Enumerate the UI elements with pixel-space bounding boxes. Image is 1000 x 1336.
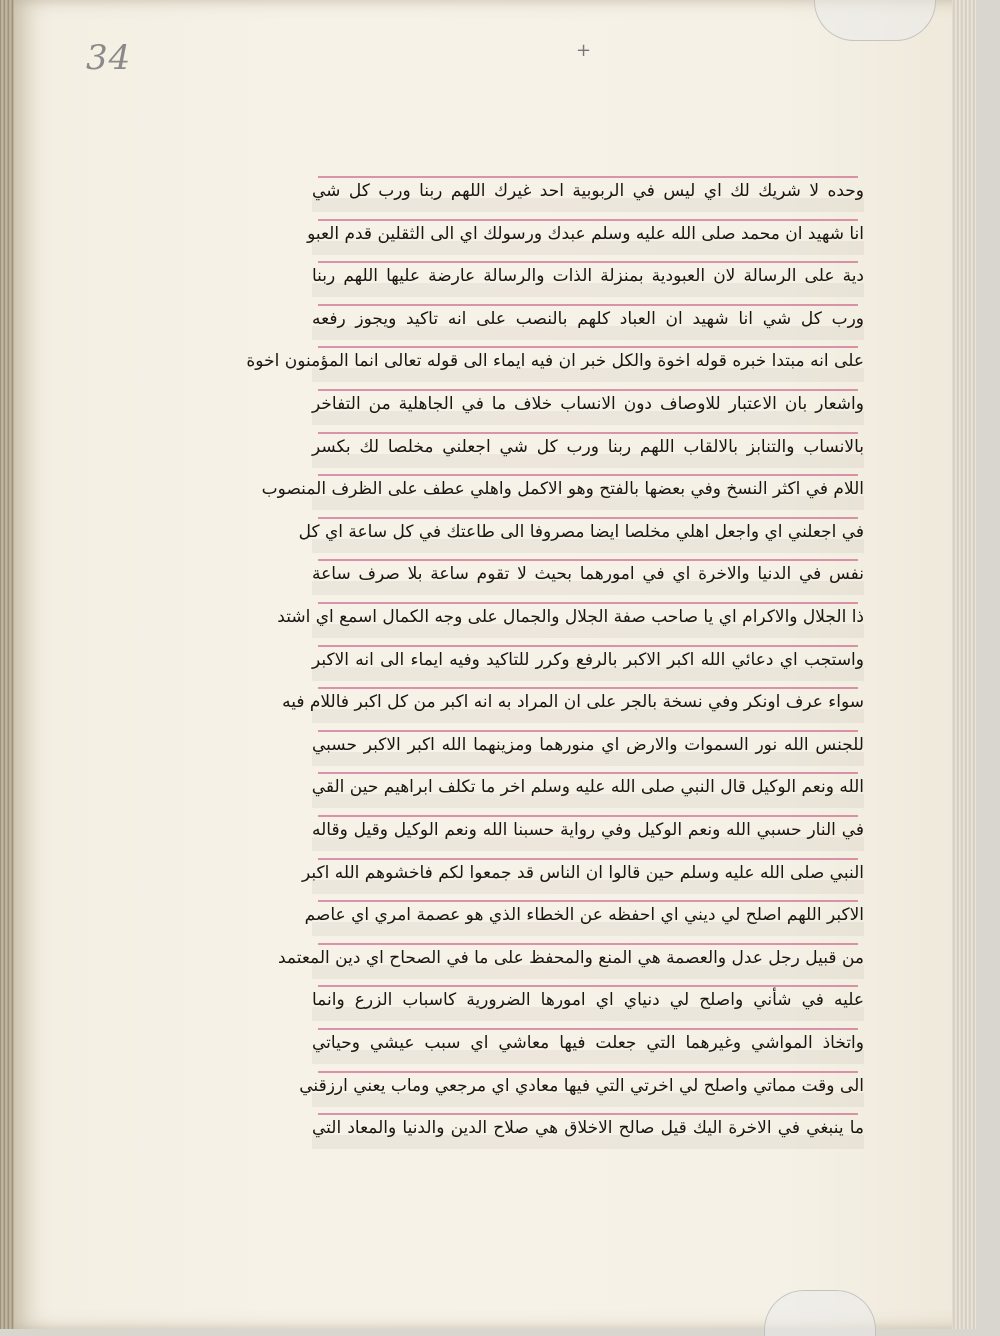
text-line: الى وقت مماتي واصلح لي اخرتي التي فيها معادي اي مرجعي وماب يعني ارزقني xyxy=(299,1076,864,1096)
text-line: في اجعلني اي واجعل اهلي مخلصا ايضا مصروفا الى طاعتك في كل ساعة اي كل xyxy=(298,522,864,542)
text-line: الله ونعم الوكيل قال النبي صلى الله عليه وسلم اخر ما تكلف ابراهيم حين القي xyxy=(311,777,864,797)
text-line: بالانساب والتنابز بالالقاب اللهم ربنا ورب كل شي اجعلني مخلصا لك بكسر xyxy=(312,437,864,457)
text-line: انا شهيد ان محمد صلى الله عليه وسلم عبدك ورسولك اي الى الثقلين قدم العبو xyxy=(307,224,864,244)
text-line: من قبيل رجل عدل والعصمة هي المنع والمحفظ على ما في الصحاح اي دين المعتمد xyxy=(277,948,864,968)
text-line: للجنس الله نور السموات والارض اي منورهما ومزينهما الله اكبر الاكبر حسبي xyxy=(312,735,864,755)
text-line: في النار حسبي الله ونعم الوكيل وفي رواية حسبنا الله ونعم الوكيل وقيل وقاله xyxy=(312,820,864,840)
book-fore-edge-left xyxy=(0,0,14,1329)
text-line: اللام في اكثر النسخ وفي بعضها بالفتح وهو الاكمل واهلي عطف على الظرف المنصوب xyxy=(261,479,864,499)
folio-number: 34 xyxy=(86,38,132,78)
text-line: ما ينبغي في الاخرة اليك قيل صالح الاخلاق هي صلاح الدين والدنيا والمعاد التي xyxy=(312,1118,864,1138)
text-line: واتخاذ المواشي وغيرهما التي جعلت فيها معاشي اي سبب عيشي وحياتي xyxy=(312,1033,864,1053)
book-fore-edge-right xyxy=(952,0,976,1329)
text-line: ورب كل شي انا شهيد ان العباد كلهم بالنصب على انه تاكيد ويجوز رفعه xyxy=(312,309,864,329)
text-line: دية على الرسالة لان العبودية بمنزلة الذات والرسالة عارضة عليها اللهم ربنا xyxy=(312,266,864,286)
text-line: وحده لا شريك لك اي ليس في الربوبية احد غيرك اللهم ربنا ورب كل شي xyxy=(312,181,864,201)
text-line: على انه مبتدا خبره قوله اخوة والكل خبر ان فيه ايماء الى قوله تعالى انما المؤمنون اخوة xyxy=(246,351,864,371)
text-line: نفس في الدنيا والاخرة اي في امورهما بحيث لا تقوم ساعة بلا صرف ساعة xyxy=(312,564,864,584)
text-line: ذا الجلال والاكرام اي يا صاحب صفة الجلال والجمال على وجه الكمال اسمع اي اشتد xyxy=(277,607,864,627)
text-line: الاكبر اللهم اصلح لي ديني اي احفظه عن الخطاء الذي هو عصمة امري اي عاصم xyxy=(304,905,864,925)
text-line: النبي صلى الله عليه وسلم حين قالوا ان الناس قد جمعوا لكم فاخشوهم الله اكبر xyxy=(301,863,864,883)
manuscript-text-block xyxy=(246,168,864,1158)
catchword-mark: + xyxy=(576,40,592,61)
text-line: سواء عرف اونكر وفي نسخة بالجر على ان المراد به انه اكبر من كل اكبر فاللام فيه xyxy=(282,692,864,712)
text-line: واشعار بان الاعتبار للاوصاف دون الانساب خلاف ما في الجاهلية من التفاخر xyxy=(312,394,864,414)
text-line: عليه في شأني واصلح لي دنياي اي امورها الضرورية كاسباب الزرع وانما xyxy=(312,990,864,1010)
page-clip-bottom xyxy=(764,1290,876,1336)
page-clip-top xyxy=(814,0,936,41)
text-line: واستجب اي دعائي الله اكبر الاكبر بالرفع وكرر للتاكيد وفيه ايماء الى انه الاكبر xyxy=(312,650,864,670)
manuscript-page xyxy=(14,0,976,1329)
